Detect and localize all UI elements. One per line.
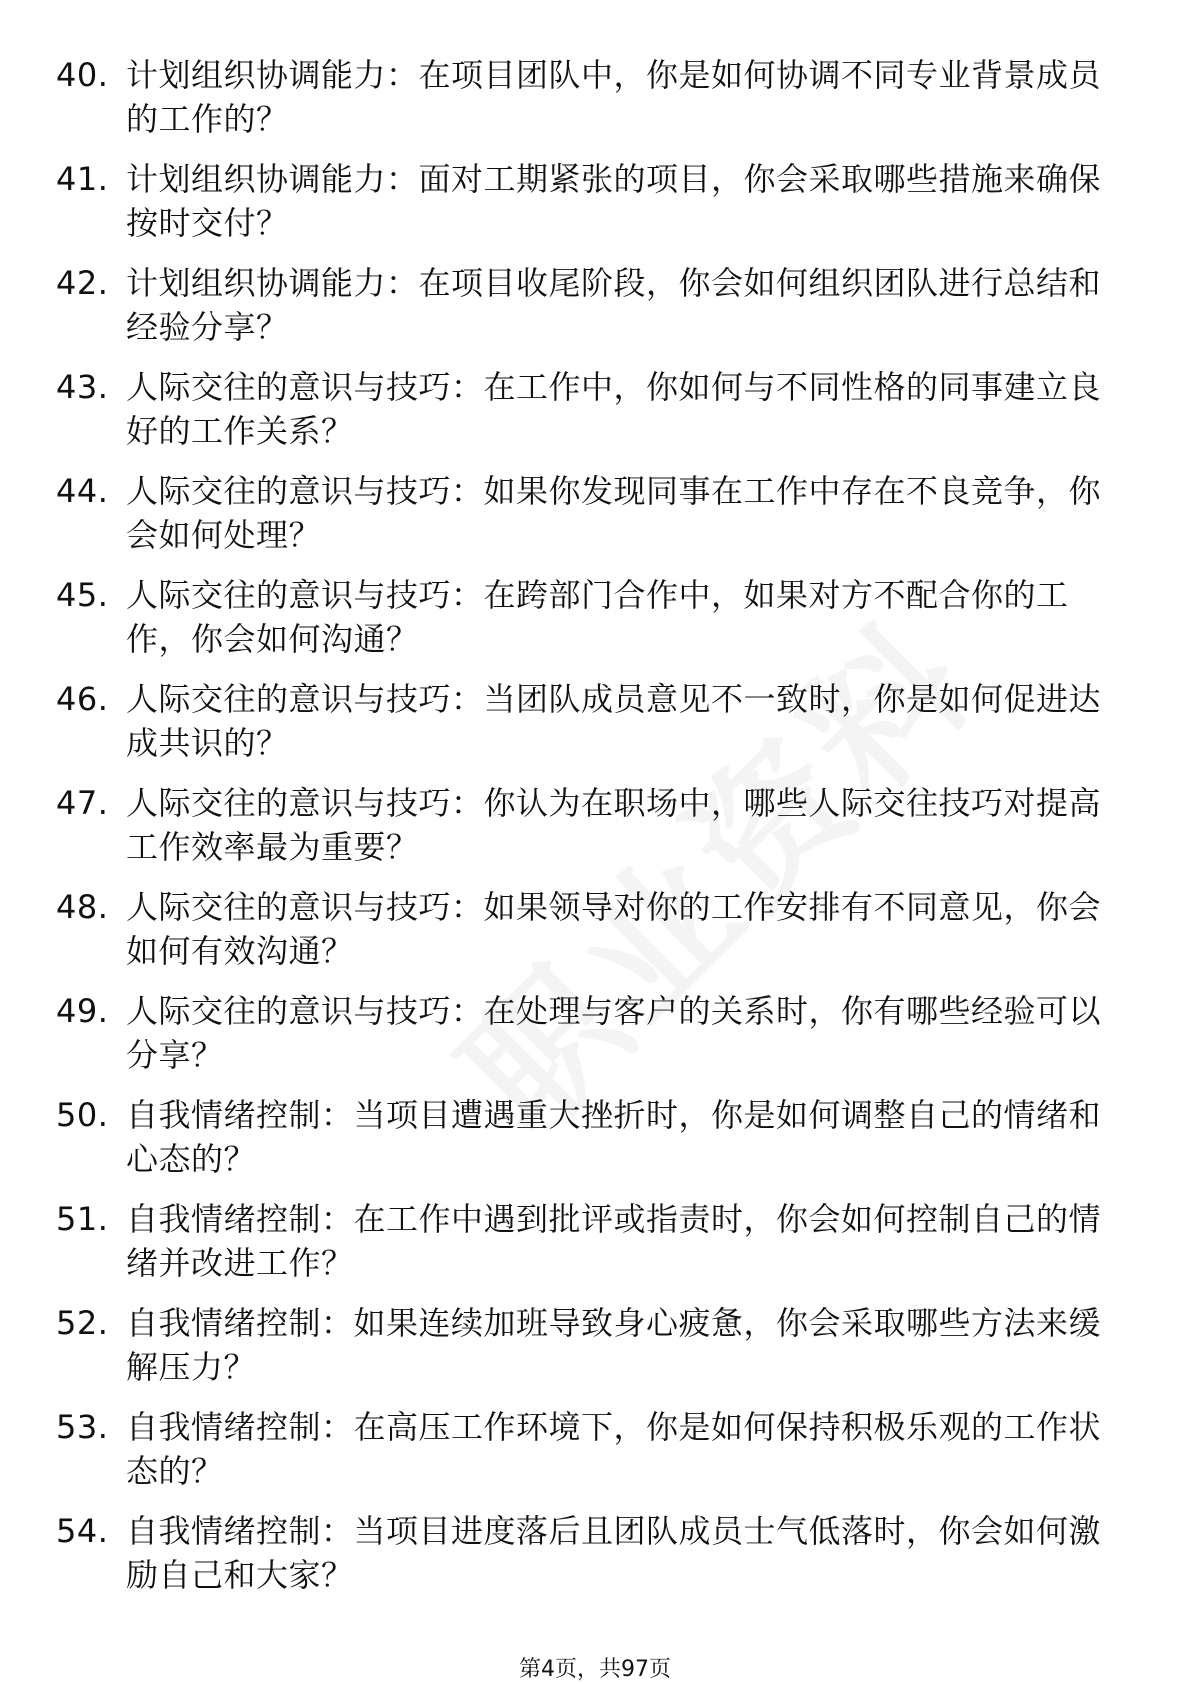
question-text: 计划组织协调能力：面对工期紧张的项目，你会采取哪些措施来确保按时交付？	[126, 160, 1102, 242]
question-item	[56, 53, 1116, 157]
question-number: 43.	[56, 368, 109, 406]
question-text: 自我情绪控制：当项目进度落后且团队成员士气低落时，你会如何激励自己和大家？	[126, 1512, 1102, 1594]
question-number: 40.	[56, 56, 109, 94]
question-number: 49.	[56, 992, 109, 1030]
question-list	[56, 53, 1116, 1613]
question-item	[56, 365, 1116, 469]
question-item	[56, 1197, 1116, 1301]
question-item	[56, 1405, 1116, 1509]
question-text: 人际交往的意识与技巧：你认为在职场中，哪些人际交往技巧对提高工作效率最为重要？	[126, 784, 1102, 866]
question-item	[56, 1093, 1116, 1197]
question-number: 48.	[56, 888, 109, 926]
question-item	[56, 573, 1116, 677]
question-number: 51.	[56, 1200, 109, 1238]
question-text: 自我情绪控制：当项目遭遇重大挫折时，你是如何调整自己的情绪和心态的？	[126, 1096, 1102, 1178]
question-text: 人际交往的意识与技巧：在处理与客户的关系时，你有哪些经验可以分享？	[126, 992, 1102, 1074]
question-number: 45.	[56, 576, 109, 614]
question-text: 人际交往的意识与技巧：在工作中，你如何与不同性格的同事建立良好的工作关系？	[126, 368, 1102, 450]
question-text: 人际交往的意识与技巧：如果领导对你的工作安排有不同意见，你会如何有效沟通？	[126, 888, 1102, 970]
question-number: 53.	[56, 1408, 109, 1446]
question-text: 自我情绪控制：在工作中遇到批评或指责时，你会如何控制自己的情绪并改进工作？	[126, 1200, 1102, 1282]
question-text: 计划组织协调能力：在项目团队中，你是如何协调不同专业背景成员的工作的？	[126, 56, 1102, 138]
question-item	[56, 469, 1116, 573]
question-number: 54.	[56, 1512, 109, 1550]
question-item	[56, 989, 1116, 1093]
page-number: 第4页，共97页	[519, 1657, 671, 1682]
question-text: 人际交往的意识与技巧：如果你发现同事在工作中存在不良竞争，你会如何处理？	[126, 472, 1102, 554]
question-number: 46.	[56, 680, 109, 718]
question-text: 计划组织协调能力：在项目收尾阶段，你会如何组织团队进行总结和经验分享？	[126, 264, 1102, 346]
question-text: 人际交往的意识与技巧：在跨部门合作中，如果对方不配合你的工作，你会如何沟通？	[126, 576, 1069, 658]
question-item	[56, 261, 1116, 365]
question-item	[56, 1301, 1116, 1405]
question-item	[56, 157, 1116, 261]
question-item	[56, 885, 1116, 989]
question-number: 44.	[56, 472, 109, 510]
question-number: 50.	[56, 1096, 109, 1134]
question-item	[56, 1509, 1116, 1613]
question-number: 42.	[56, 264, 109, 302]
question-item	[56, 677, 1116, 781]
question-number: 52.	[56, 1304, 109, 1342]
question-text: 自我情绪控制：在高压工作环境下，你是如何保持积极乐观的工作状态的？	[126, 1408, 1102, 1490]
question-number: 41.	[56, 160, 109, 198]
question-item	[56, 781, 1116, 885]
question-text: 自我情绪控制：如果连续加班导致身心疲惫，你会采取哪些方法来缓解压力？	[126, 1304, 1102, 1386]
question-number: 47.	[56, 784, 109, 822]
question-text: 人际交往的意识与技巧：当团队成员意见不一致时，你是如何促进达成共识的？	[126, 680, 1102, 762]
